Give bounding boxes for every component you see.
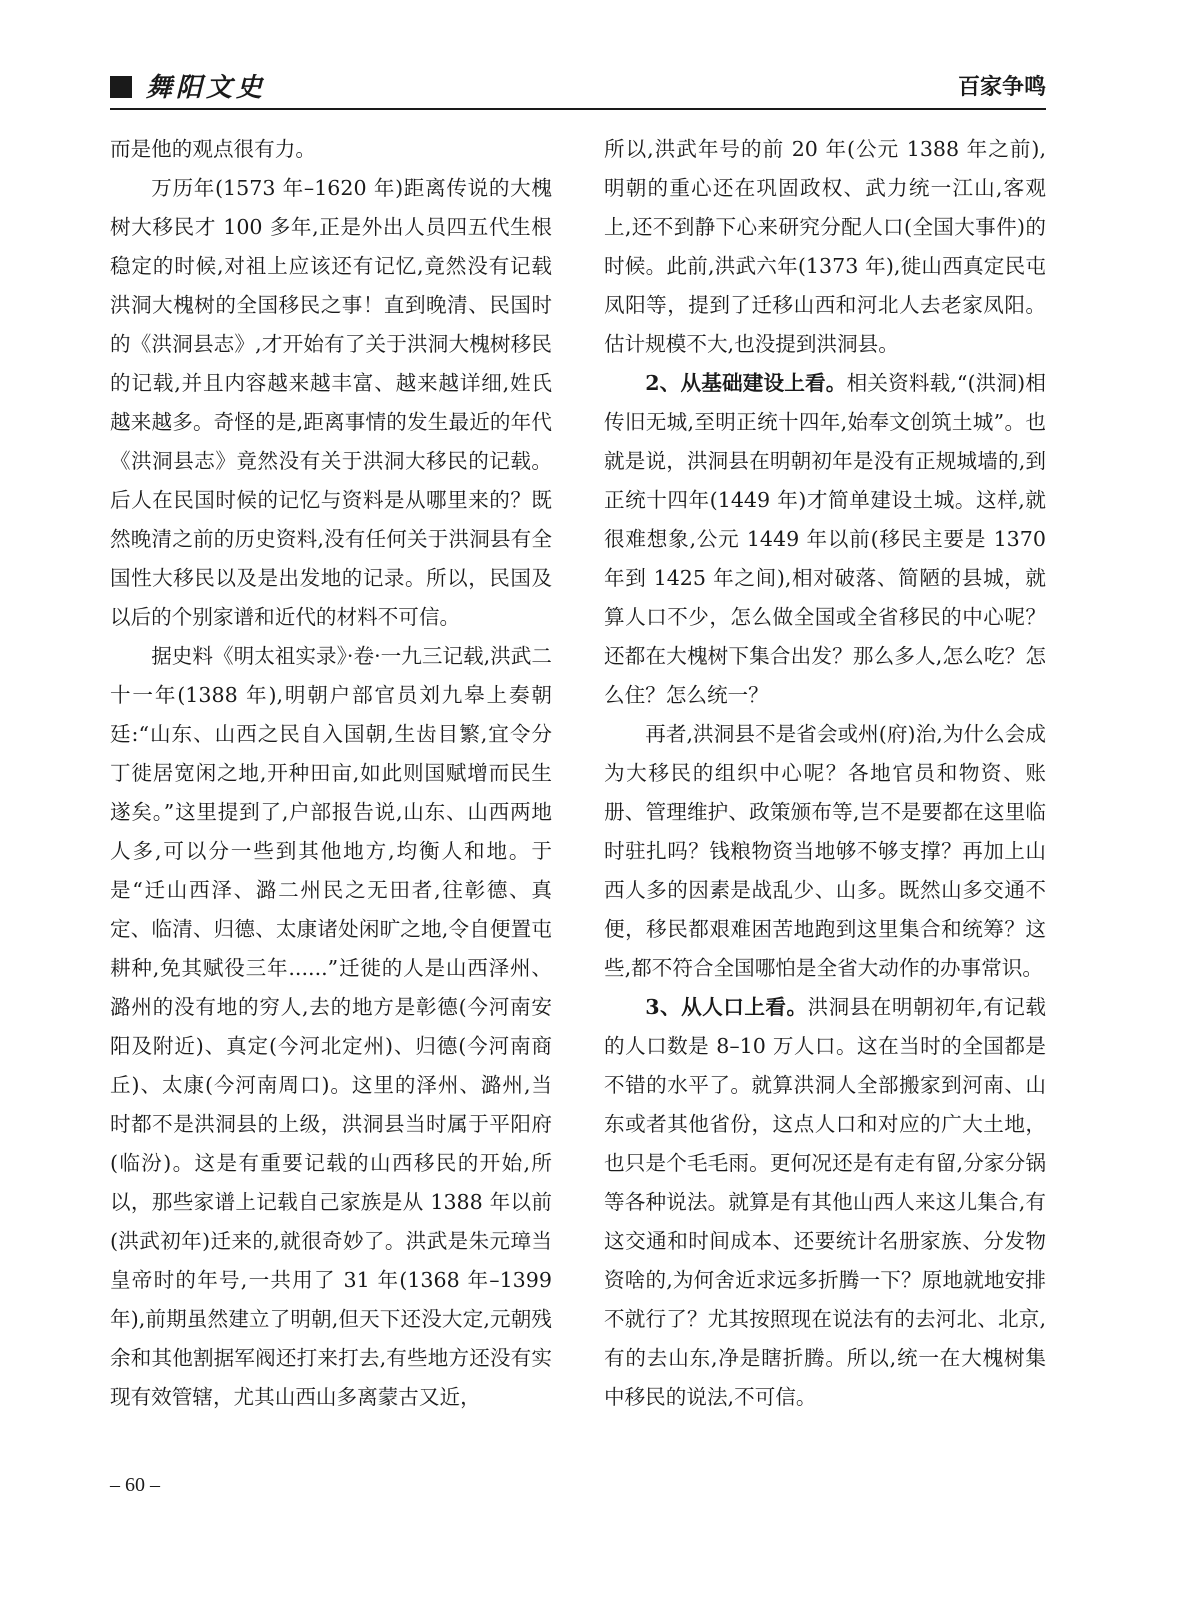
page-header [110, 72, 1046, 106]
header-rule [110, 108, 1046, 110]
paragraph: 再者,洪洞县不是省会或州(府)治,为什么会成为大移民的组织中心呢？各地官员和物资、账册、管理维护、政策颁布等,岂不是要都在这里临时驻扎吗？钱粮物资当地够不够支撑？再加上山西人多的因素是战乱少、山多。既然山多交通不便，移民都艰难困苦地跑到这里集合和统筹？这些,都不符合全国哪怕是全省大动作的办事常识。 [604, 722, 1046, 980]
paragraph: 而是他的观点很有力。 [110, 137, 316, 161]
right-column [604, 130, 1046, 1417]
section-heading: 2、从基础建设上看。 [645, 371, 847, 395]
page-number: – 60 – [110, 1474, 160, 1496]
paragraph-body: 洪洞县在明朝初年,有记载的人口数是 8–10 万人口。这在当时的全国都是不错的水平了。就算洪洞人全部搬家到河南、山东或者其他省份，这点人口和对应的广大土地，也只是个毛毛雨。更何况还是有走有留,分家分锅等各种说法。就算是有其他山西人来这儿集合,有这交通和时间成本、还要统计名册家族、分发物资啥的,为何舍近求远多折腾一下？原地就地安排不就行了？尤其按照现在说法有的去河北、北京,有的去山东,净是瞎折腾。所以,统一在大槐树集中移民的说法,不可信。 [604, 995, 1046, 1409]
journal-title: 舞阳文史 [146, 73, 267, 103]
left-column [110, 130, 552, 1417]
section-title: 百家争鸣 [957, 75, 1046, 100]
paragraph-body: 相关资料载,“(洪洞)相传旧无城,至明正统十四年,始奉文创筑土城”。也就是说，洪洞县在明朝初年是没有正规城墙的,到正统十四年(1449 年)才简单建设土城。这样,就很难想象,公元 1449 年以前(移民主要是 1370 年到 1425 年之间),相对破落、简陋的县城，就算人口不少，怎么做全国或全省移民的中心呢？还都在大槐树下集合出发？那么多人,怎么吃？怎么住？怎么统一？ [604, 371, 1046, 707]
paragraph [604, 364, 1046, 715]
paragraph: 万历年(1573 年–1620 年)距离传说的大槐树大移民才 100 多年,正是外出人员四五代生根稳定的时候,对祖上应该还有记忆,竟然没有记载洪洞大槐树的全国移民之事！直到晚清、民国时的《洪洞县志》,才开始有了关于洪洞大槐树移民的记载,并且内容越来越丰富、越来越详细,姓氏越来越多。奇怪的是,距离事情的发生最近的年代《洪洞县志》竟然没有关于洪洞大移民的记载。后人在民国时候的记忆与资料是从哪里来的？既然晚清之前的历史资料,没有任何关于洪洞县有全国性大移民以及是出发地的记录。所以，民国及以后的个别家谱和近代的材料不可信。 [110, 176, 552, 629]
paragraph [604, 988, 1046, 1417]
paragraph: 所以,洪武年号的前 20 年(公元 1388 年之前),明朝的重心还在巩固政权、武力统一江山,客观上,还不到静下心来研究分配人口(全国大事件)的时候。此前,洪武六年(1373 年),徙山西真定民屯凤阳等，提到了迁移山西和河北人去老家凤阳。估计规模不大,也没提到洪洞县。 [604, 137, 1046, 356]
header-square-mark [110, 76, 132, 98]
section-heading: 3、从人口上看。 [645, 995, 808, 1019]
paragraph: 据史料《明太祖实录》·卷·一九三记载,洪武二十一年(1388 年),明朝户部官员刘九皋上奏朝廷:“山东、山西之民自入国朝,生齿目繁,宜令分丁徙居宽闲之地,开种田亩,如此则国赋增而民生遂矣。”这里提到了,户部报告说,山东、山西两地人多,可以分一些到其他地方,均衡人和地。于是“迁山西泽、潞二州民之无田者,往彰德、真定、临清、归德、太康诸处闲旷之地,令自便置屯耕种,免其赋役三年......”迁徙的人是山西泽州、潞州的没有地的穷人,去的地方是彰德(今河南安阳及附近)、真定(今河北定州)、归德(今河南商丘)、太康(今河南周口)。这里的泽州、潞州,当时都不是洪洞县的上级，洪洞县当时属于平阳府(临汾)。这是有重要记载的山西移民的开始,所以，那些家谱上记载自己家族是从 1388 年以前(洪武初年)迁来的,就很奇妙了。洪武是朱元璋当皇帝时的年号,一共用了 31 年(1368 年–1399 年),前期虽然建立了明朝,但天下还没大定,元朝残余和其他割据军阀还打来打去,有些地方还没有实现有效管辖，尤其山西山多离蒙古又近， [110, 644, 552, 1409]
